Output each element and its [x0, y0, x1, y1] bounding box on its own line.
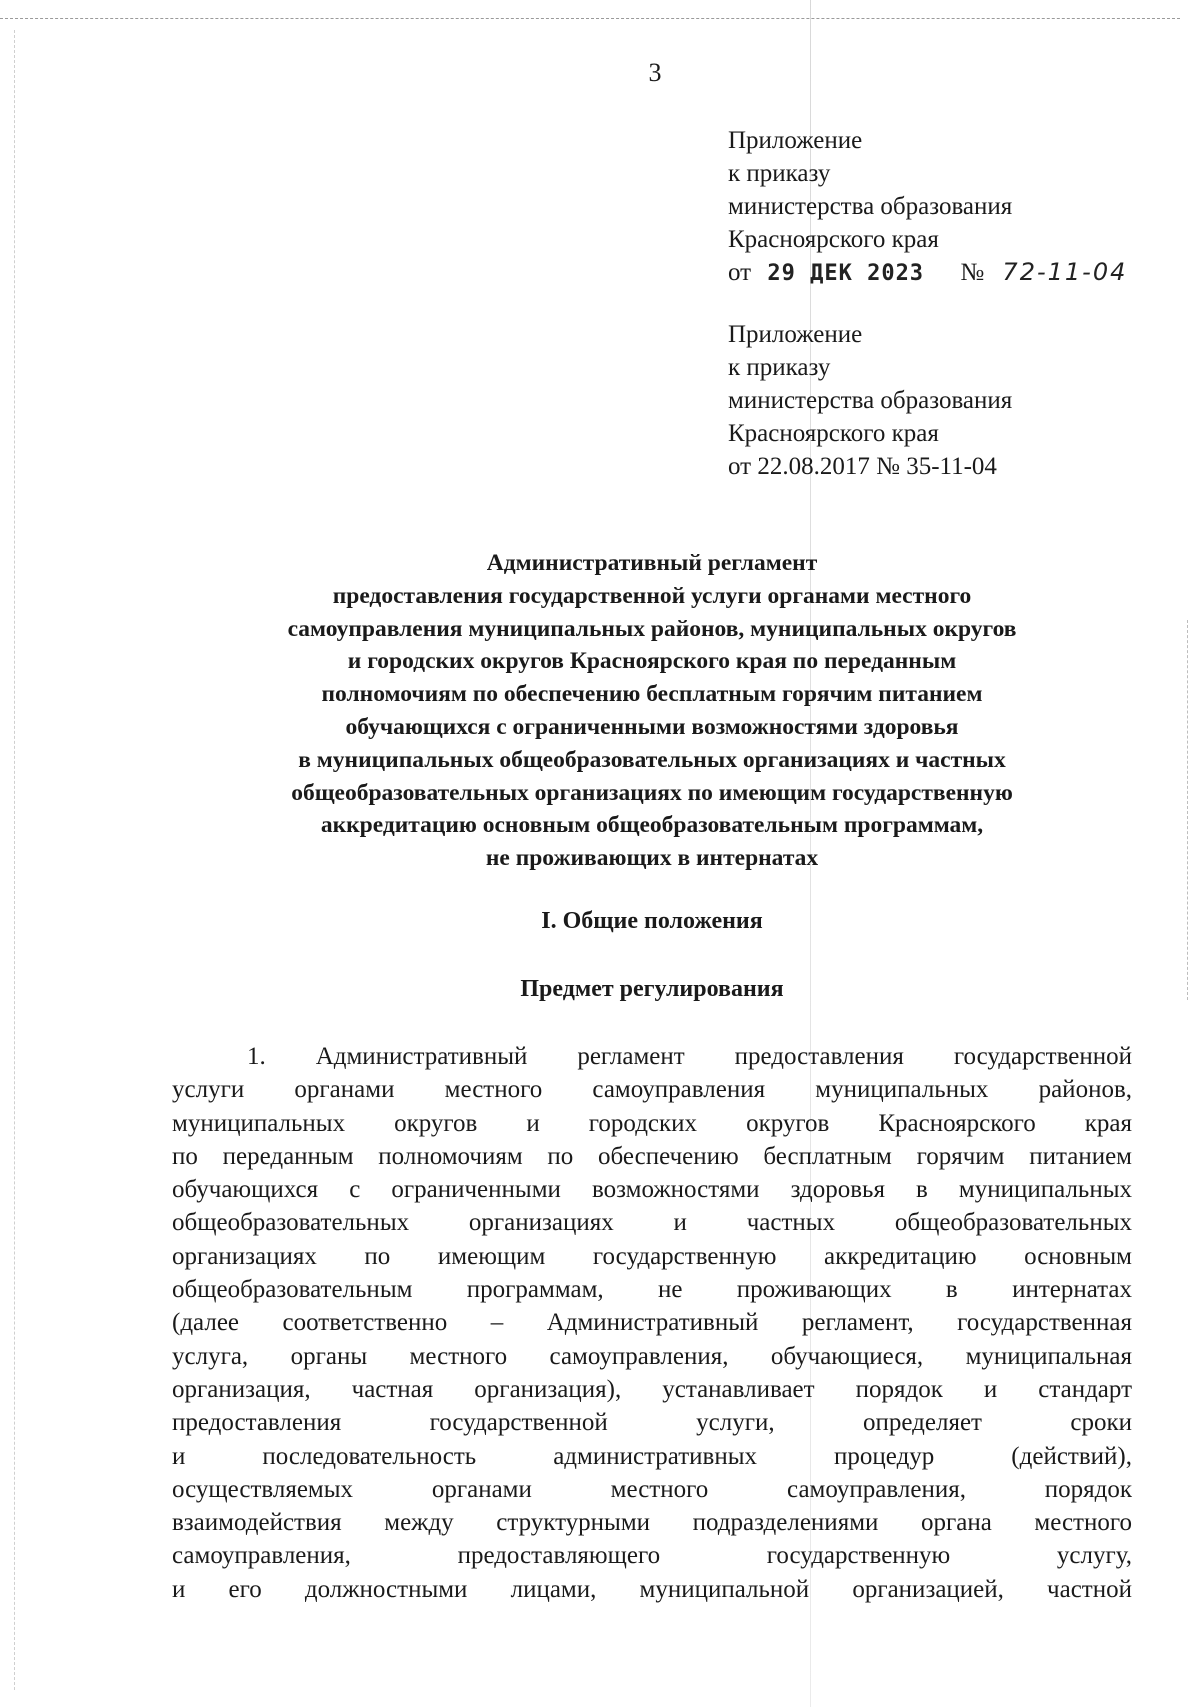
title-line: общеобразовательных организациях по имеющим государственную — [291, 779, 1013, 806]
scan-border-top — [0, 18, 1180, 19]
appendix-line: министерства образования — [728, 193, 1013, 220]
title-line: самоуправления муниципальных районов, муниципальных округов — [287, 615, 1017, 642]
scan-border-left — [14, 30, 15, 1690]
paragraph-line: услуга, органы местного самоуправления, обучающиеся, муниципальная — [172, 1342, 1132, 1370]
title-line: полномочиям по обеспечению бесплатным горячим питанием — [321, 681, 983, 708]
paragraph-line: организациях по имеющим государственную аккредитацию основным — [172, 1242, 1132, 1270]
paragraph-line: самоуправления, предоставляющего государственную услугу, — [172, 1542, 1132, 1570]
title-line: аккредитацию основным общеобразовательным программам, — [320, 812, 984, 839]
handwritten-order-number: 72-11-04 — [1002, 258, 1128, 286]
paragraph-line: осуществляемых органами местного самоуправления, порядок — [172, 1475, 1132, 1503]
appendix-date-line — [728, 256, 1127, 290]
page-number: 3 — [648, 58, 662, 87]
title-line: Административный регламент — [486, 550, 818, 576]
section-heading: I. Общие положения — [541, 908, 763, 934]
paragraph-line: обучающихся с ограниченными возможностями здоровья в муниципальных — [172, 1176, 1132, 1204]
title-line: и городских округов Красноярского края по переданным — [347, 648, 957, 675]
paragraph-line: по переданным полномочиям по обеспечению бесплатным горячим питанием — [172, 1142, 1132, 1170]
paragraph-line: муниципальных округов и городских округов Красноярского края — [172, 1109, 1132, 1137]
paragraph-1 — [172, 1040, 1132, 1606]
title-line: в муниципальных общеобразовательных организациях и частных — [298, 746, 1006, 773]
appendix-line: министерства образования — [728, 387, 1013, 414]
appendix-line: Приложение — [728, 127, 863, 154]
paragraph-line: (далее соответственно – Административный регламент, государственная — [172, 1309, 1132, 1337]
title-line: предоставления государственной услуги органами местного — [332, 582, 972, 609]
number-prefix: № — [960, 259, 985, 286]
document-title — [172, 547, 1132, 875]
paragraph-line: и последовательность административных процедур (действий), — [172, 1442, 1132, 1470]
appendix-line: Красноярского края — [728, 226, 939, 253]
title-line: не проживающих в интернатах — [485, 845, 819, 872]
paragraph-line: взаимодействия между структурными подразделениями органа местного — [172, 1509, 1132, 1537]
paragraph-line: организация, частная организация), устанавливает порядок и стандарт — [172, 1375, 1132, 1403]
paragraph-line: 1. Административный регламент предоставления государственной — [247, 1043, 1132, 1070]
appendix-line: Приложение — [728, 321, 863, 348]
paragraph-line: общеобразовательным программам, не проживающих в интернатах — [172, 1276, 1132, 1304]
paragraph-line: общеобразовательных организациях и частных общеобразовательных — [172, 1209, 1132, 1237]
paragraph-line: и его должностными лицами, муниципальной организацией, частной — [172, 1575, 1132, 1603]
date-prefix: от — [728, 259, 752, 286]
scan-border-right — [1187, 620, 1188, 1000]
subsection-heading: Предмет регулирования — [520, 976, 784, 1002]
appendix-line: Красноярского края — [728, 420, 939, 447]
appendix-original-order — [728, 318, 1012, 483]
appendix-line: от 22.08.2017 № 35-11-04 — [728, 453, 997, 480]
paragraph-line: предоставления государственной услуги, определяет сроки — [172, 1409, 1132, 1437]
appendix-line: к приказу — [728, 354, 831, 381]
title-line: обучающихся с ограниченными возможностями здоровья — [345, 713, 959, 740]
paragraph-line: услуги органами местного самоуправления муниципальных районов, — [172, 1076, 1132, 1104]
appendix-current-order — [728, 124, 1127, 290]
date-stamp: 29 ДЕК 2023 — [767, 261, 925, 286]
appendix-line: к приказу — [728, 160, 831, 187]
